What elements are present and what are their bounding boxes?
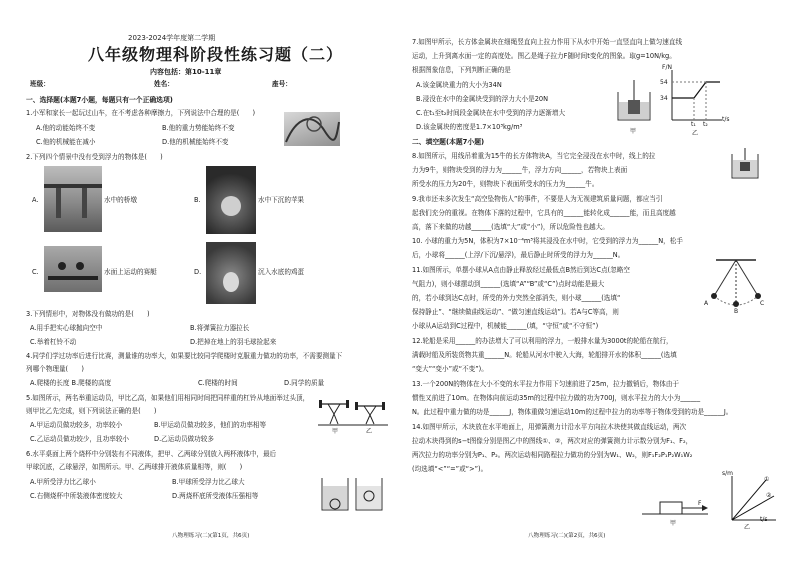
q7-fig-label-a: 甲 — [630, 128, 637, 135]
q1-option-a: A.他的动能始终不变 — [36, 124, 96, 132]
q14-line4: (均选填“<”“=”或“>”)。 — [412, 465, 488, 473]
q13-line1: 13.一个200N的物体在大小不变的水平拉力作用下匀速前进了25m，拉力撤销后，物体由于 — [412, 380, 680, 388]
q14-line2: 拉动木块得到的s−t图像分别是图乙中的图线①、②，两次对应的弹簧测力计示数分别为F₁、F₂， — [412, 437, 693, 445]
q13-line2: 惯性又前进了10m。在物体向前运动35m的过程中拉力做的功为700J，则水平拉力的大小为______ — [412, 394, 701, 402]
q12-line3: “变大”“变小”或“不变”)。 — [412, 365, 488, 373]
q8-line2: 力为9牛，则物块受到的浮力为______牛，浮力方向______，若物块上表面 — [412, 166, 628, 174]
q14-graph-line1: ① — [764, 476, 770, 483]
rowing-icon — [44, 246, 102, 292]
q2-d-text: 沉入水底的鸡蛋 — [258, 268, 305, 276]
q2-d-letter: D. — [194, 268, 202, 276]
q7-stem-line3: 根据图象信息，下列判断正确的是 — [412, 66, 511, 74]
beakers-figure — [318, 474, 388, 514]
q2-stem: 2.下列四个情景中没有受到浮力的物体是( ) — [26, 153, 163, 161]
q1-option-d: D.他的机械能始终不变 — [162, 138, 229, 146]
q1-stem: 1.小军和家长一起玩过山车，在不考虑各种摩擦力，下列说法中合理的是( ) — [26, 109, 256, 117]
section1-heading: 一、选择题(本题7小题，每题只有一个正确选项) — [26, 96, 173, 104]
q12-line2: 满载时船及所装货物共重______N。轮船从河水中驶入大海，轮船排开水的体积______(选填 — [412, 351, 677, 359]
q7-force-time-graph — [664, 68, 724, 126]
q5-option-c: C.乙运动员做功较少，且功率较小 — [30, 435, 130, 443]
q3-option-b: B.将弹簧拉力器拉长 — [190, 324, 250, 332]
q11-line3: 的，若小球到达C点时，所受的外力突然全部消失，则小球______(选填“ — [412, 294, 621, 302]
q7-graph-y2: 34 — [660, 95, 668, 102]
q14-graph-line2: ② — [766, 492, 772, 499]
q14-fig-label-b: 乙 — [744, 524, 751, 531]
q9-line1: 9.我市还未多次发生“高空坠物伤人”的事件，不要是人为无视建筑质量问题，都应当引 — [412, 195, 663, 203]
class-label: 班级： — [30, 80, 50, 88]
q11-line1: 11.如图所示，单摆小球从A点由静止释放经过最低点B然后到达C点(忽略空 — [412, 266, 630, 274]
q7-option-d: D.该金属块的密度是1.7×10³kg/m³ — [416, 123, 523, 131]
seat-label: 座号： — [272, 80, 292, 88]
q12-line1: 12.轮船是采用______的办法增大了可以利用的浮力，一般排水量为3000t的轮船在航行， — [412, 337, 673, 345]
q5-fig-label-a: 甲 — [332, 428, 339, 435]
q1-option-b: B.他的重力势能始终不变 — [162, 124, 235, 132]
q4-stem-line2: 列哪个物理量( ) — [26, 365, 84, 373]
q13-line3: N。此过程中重力做的功是______J，物体重做匀速运动10m的过程中拉力的功率等于物体受到的功是______J。 — [412, 408, 733, 416]
left-page-footer: 八物理练习(二)(第1页，共6页) — [172, 533, 250, 539]
right-column — [408, 0, 780, 561]
q8-beaker-figure — [730, 148, 760, 180]
q7-graph-y-axis: F/N — [662, 64, 672, 71]
q8-line1: 8.如图所示，用线吊着重为15牛的长方体物块A，当它完全浸没在水中时，线上的拉 — [412, 152, 656, 160]
q14-fig-label-a: 甲 — [670, 520, 677, 527]
right-page-footer: 八物理练习(二)(第2页，共6页) — [528, 533, 606, 539]
section2-heading: 二、填空题(本题7小题) — [412, 138, 485, 146]
bridge-pier-photo — [44, 166, 102, 232]
apple-icon — [206, 166, 256, 234]
q6-option-a: A.甲所受浮力比乙球小 — [30, 478, 96, 486]
egg-icon — [206, 242, 256, 304]
q7-option-c: C.在t₁至t₂时间段金属块在水中受到的浮力逐渐增大 — [416, 109, 566, 117]
q7-option-a: A.该金属块重力的大小为34N — [416, 81, 502, 89]
q6-option-c: C.右侧烧杯中所装液体密度较大 — [30, 492, 123, 500]
q7-graph-t2: t₂ — [703, 121, 708, 128]
q14-graph-y: s/m — [722, 470, 733, 477]
q4-option-ab: A.爬楼的长度 B.爬楼的高度 — [30, 379, 112, 387]
q4-option-d: D.同学的质量 — [284, 379, 325, 387]
q4-stem-line1: 4.同学们学过功率后进行比赛，测量谁的功率大，如果要比较同学爬楼时克服重力做功的功率，不需要测量下 — [26, 352, 343, 360]
q11-fig-label-a: A — [704, 300, 709, 307]
q2-b-text: 水中下沉的苹果 — [258, 196, 305, 204]
q11-fig-label-c: C — [760, 300, 765, 307]
q2-c-letter: C. — [32, 268, 39, 276]
sinking-apple-photo — [206, 166, 256, 234]
q2-b-letter: B. — [194, 196, 201, 204]
q7-stem-line2: 运动，上升到离水面一定的高度处。图乙是绳子拉力F随时间t变化的图象。取g=10N/kg。 — [412, 52, 676, 60]
q2-a-text: 水中的桥墩 — [104, 196, 137, 204]
exam-title: 八年级物理科阶段性练习题（二） — [88, 45, 344, 64]
pendulum-figure — [706, 256, 766, 312]
q7-option-b: B.浸没在水中的金属块受到的浮力大小是20N — [416, 95, 549, 103]
racing-boat-photo — [44, 246, 102, 292]
q3-option-c: C.举着杠铃不动 — [30, 338, 77, 346]
q8-line3: 所受水的压力为20牛，则物块下表面所受水的压力为______牛。 — [412, 180, 599, 188]
name-label: 姓名： — [154, 80, 174, 88]
q14-graph-x: t/s — [760, 516, 768, 523]
q3-option-d: D.把掉在地上的羽毛球捡起来 — [190, 338, 277, 346]
q11-line5: 小球从A运动到C过程中，机械能______(填，“守恒”或“不守恒”) — [412, 322, 599, 330]
q5-stem-line1: 5.如图所示，两名举重运动员，甲比乙高，如果他们用相同时间把同样重的杠铃从地面举过头顶， — [26, 394, 310, 402]
q6-option-d: D.两烧杯底所受液体压强相等 — [172, 492, 259, 500]
q7-fig-label-b: 乙 — [692, 130, 699, 137]
q14-line3: 两次拉力的功率分别为P₁、P₂。两次运动相同路程拉力做功的分别为W₁、W₂，则F₁F₂P₁P₂W₁W₂ — [412, 451, 693, 459]
q7-graph-x-axis: t/s — [722, 116, 730, 123]
q9-line2: 起我们充分的重视。在物体下落的过程中，它具有的______能转化成______能，而且高度越 — [412, 209, 676, 217]
q6-stem-line2: 甲球沉底，乙球悬浮，如图所示。甲、乙两球排开液体质量相等，则( ) — [26, 463, 243, 471]
q7-stem-line1: 7.如图甲所示，长方体金属块在细绳竖直向上拉力作用下从水中开始一直竖直向上做匀速直线 — [412, 38, 683, 46]
q10-line1: 10. 小球的重力为5N，体积为7×10⁻⁴m³将其浸没在水中时，它受到的浮力为______N，松手 — [412, 237, 683, 245]
q2-c-text: 水面上运动的赛艇 — [104, 268, 157, 276]
q10-line2: 后，小球将______(上浮/下沉/悬浮)，最后静止时所受的浮力为______N。 — [412, 251, 625, 259]
q5-fig-label-b: 乙 — [366, 428, 373, 435]
rollercoaster-track-icon — [284, 112, 340, 146]
bridge-icon — [44, 166, 102, 232]
q11-line2: 气阻力)，则小球摆动到______(选填“A”“B”或“C”)点时动能是最大 — [412, 280, 605, 288]
scope-line: 内容包括：第10-11章 — [150, 68, 222, 76]
q5-stem-line2: 则甲比乙先完成，则下列说法正确的是( ) — [26, 407, 157, 415]
q7-tank-figure — [614, 80, 654, 126]
q1-option-c: C.他的机械能在减小 — [36, 138, 96, 146]
q7-graph-t1: t₁ — [691, 121, 696, 128]
q5-option-a: A.甲运动员做功较多，功率较小 — [30, 421, 123, 429]
q14-st-graph — [726, 474, 778, 526]
rollercoaster-photo — [284, 112, 340, 146]
q3-option-a: A.用手把实心球抛向空中 — [30, 324, 103, 332]
egg-photo — [206, 242, 256, 304]
q6-option-b: B.甲球所受浮力比乙球大 — [172, 478, 245, 486]
q7-graph-y1: 54 — [660, 79, 668, 86]
term-line: 2023-2024学年度第二学期 — [128, 34, 216, 42]
q14-line1: 14.如图甲所示，木块放在水平地面上，用弹簧测力计沿水平方向拉木块使其做直线运动，两次 — [412, 423, 687, 431]
q14-fig-f: F — [698, 500, 702, 507]
q6-stem-line1: 6.水平桌面上两个烧杯中分别装有不同液体，把甲、乙两球分别放入两杯液体中，最后 — [26, 450, 277, 458]
weightlifters-figure — [318, 396, 390, 432]
q5-option-b: B.甲运动员做功较多，他们的功率相等 — [154, 421, 267, 429]
q3-stem: 3.下列情形中，对物体没有做功的是( ) — [26, 310, 150, 318]
left-column — [22, 0, 400, 561]
q5-option-d: D.乙运动员做功较多 — [154, 435, 214, 443]
q11-line4: 保持静止”、“继续做曲线运动”、“做匀速直线运动”)。若A与C等高，则 — [412, 308, 619, 316]
q2-a-letter: A. — [32, 196, 39, 204]
q11-fig-label-b: B — [734, 308, 739, 315]
q9-line3: 高，落下来做的功越______(选填“大”或“小”)，所以危险性也越大。 — [412, 223, 609, 231]
q4-option-c: C.爬楼的时间 — [198, 379, 238, 387]
